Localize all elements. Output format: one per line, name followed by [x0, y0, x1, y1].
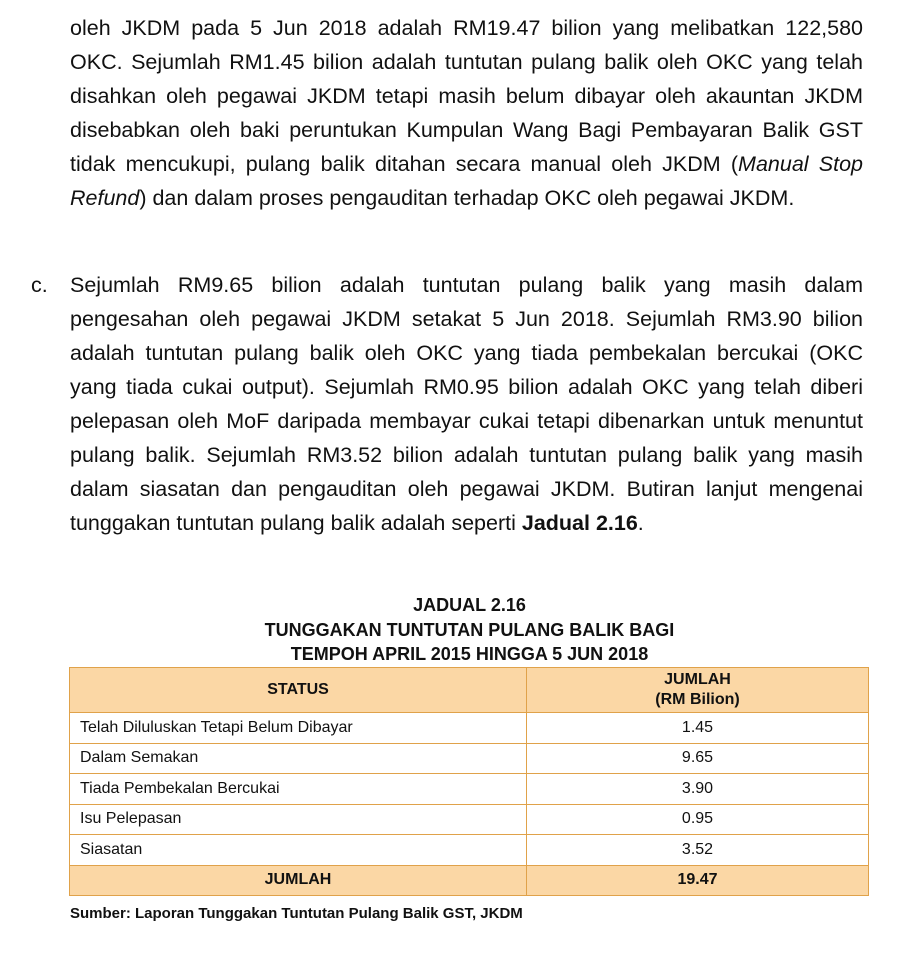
row-amount: 3.52	[527, 835, 869, 866]
header-amount-line1: JUMLAH	[664, 671, 731, 688]
total-amount: 19.47	[527, 865, 869, 896]
table-row	[70, 743, 869, 774]
row-amount: 1.45	[527, 713, 869, 744]
table-row	[70, 774, 869, 805]
arrears-table	[69, 667, 869, 896]
row-status: Dalam Semakan	[70, 743, 527, 774]
table-row	[70, 804, 869, 835]
paragraph-end: .	[637, 511, 644, 535]
row-amount: 0.95	[527, 804, 869, 835]
paragraph-text: ) dan dalam proses pengauditan terhadap OKC oleh pegawai JKDM.	[139, 186, 795, 210]
italic-term: Manual Stop Refund	[70, 152, 863, 210]
header-status: STATUS	[70, 668, 527, 713]
header-amount-line2: (RM Bilion)	[655, 691, 740, 708]
header-amount	[527, 668, 869, 713]
table-number: JADUAL 2.16	[413, 595, 526, 615]
paragraph-text: oleh JKDM pada 5 Jun 2018 adalah RM19.47 bilion yang melibatkan 122,580 OKC. Sejumlah RM1.45 bilion adalah tuntutan pulang balik oleh OKC yang telah disahkan oleh pegawai JKDM tetapi masih belum dibayar oleh akauntan JKDM disebabkan oleh baki peruntukan Kumpulan Wang Bagi Pembayaran Balik GST tidak mencukupi, pulang balik ditahan secara manual oleh JKDM (	[70, 16, 863, 176]
total-label: JUMLAH	[70, 865, 527, 896]
row-status: Isu Pelepasan	[70, 804, 527, 835]
row-status: Tiada Pembekalan Bercukai	[70, 774, 527, 805]
table-reference: Jadual 2.16	[521, 511, 638, 535]
paragraph-b-continuation	[70, 11, 863, 215]
row-amount: 9.65	[527, 743, 869, 774]
list-marker-c: c.	[31, 273, 48, 297]
row-status: Siasatan	[70, 835, 527, 866]
table-row	[70, 835, 869, 866]
table-row	[70, 713, 869, 744]
paragraph-text: Sejumlah RM9.65 bilion adalah tuntutan pulang balik yang masih dalam pengesahan oleh pegawai JKDM setakat 5 Jun 2018. Sejumlah RM3.90 bilion adalah tuntutan pulang balik oleh OKC yang tiada pembekalan bercukai (OKC yang tiada cukai output). Sejumlah RM0.95 bilion adalah OKC yang telah diberi pelepasan oleh MoF daripada membayar cukai tetapi dibenarkan untuk menuntut pulang balik. Sejumlah RM3.52 bilion adalah tuntutan pulang balik yang masih dalam siasatan dan pengauditan oleh pegawai JKDM. Butiran lanjut mengenai tunggakan tuntutan pulang balik adalah seperti	[70, 273, 863, 535]
row-amount: 3.90	[527, 774, 869, 805]
table-source: Sumber: Laporan Tunggakan Tuntutan Pulang Balik GST, JKDM	[70, 905, 523, 922]
table-title-line2: TEMPOH APRIL 2015 HINGGA 5 JUN 2018	[290, 644, 649, 664]
paragraph-c	[70, 268, 863, 540]
table-title-line1: TUNGGAKAN TUNTUTAN PULANG BALIK BAGI	[264, 620, 675, 640]
row-status: Telah Diluluskan Tetapi Belum Dibayar	[70, 713, 527, 744]
table-header-row	[70, 668, 869, 713]
table-total-row	[70, 865, 869, 896]
